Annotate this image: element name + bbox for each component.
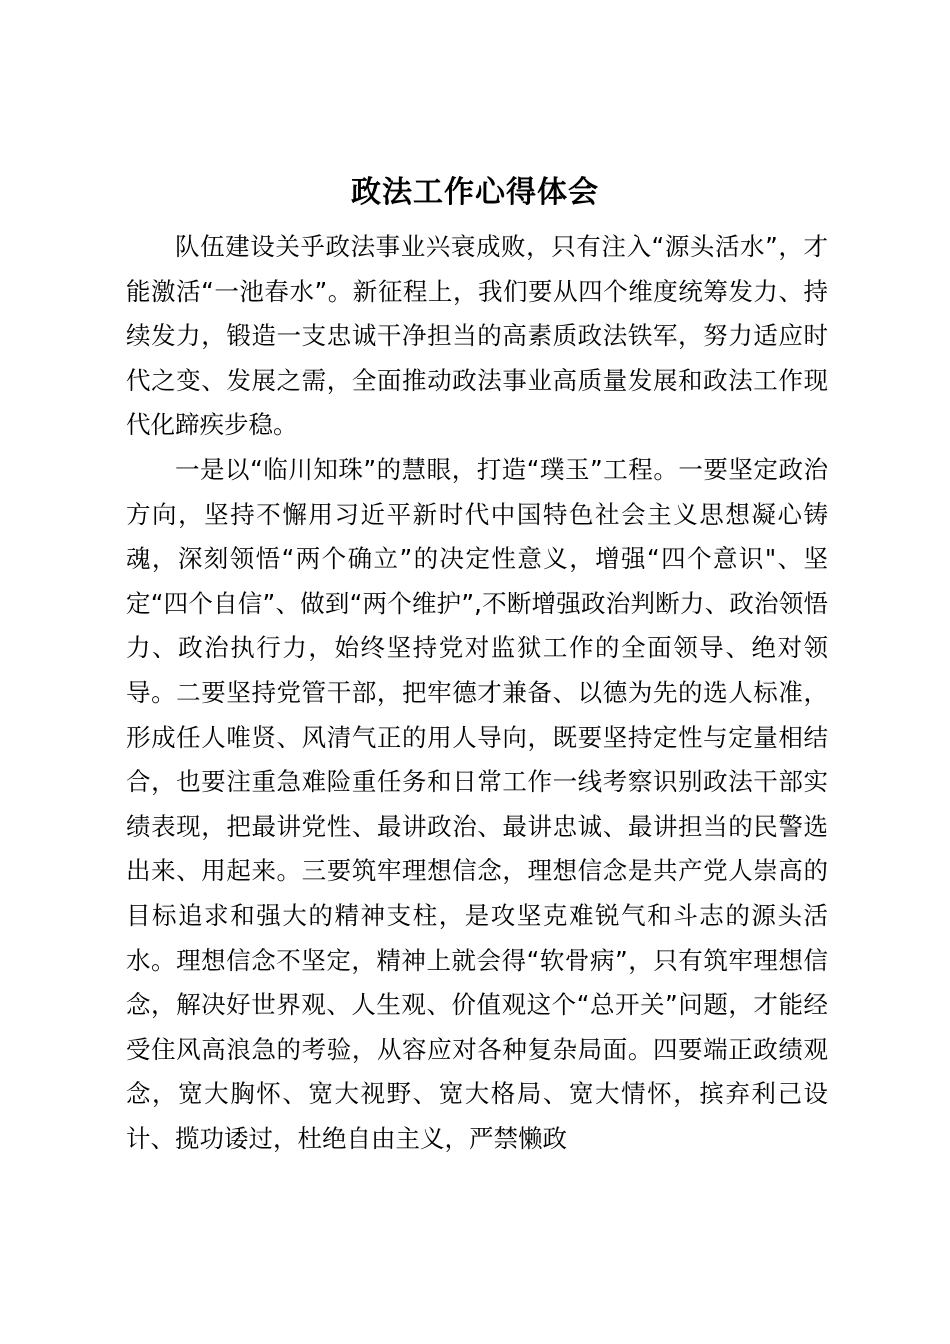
document-body	[126, 225, 828, 1161]
document-title: 政法工作心得体会	[351, 175, 599, 210]
paragraph-first-point: 一是以“临川知珠”的慧眼，打造“璞玉”工程。一要坚定政治方向，坚持不懈用习近平新时代中国特色社会主义思想凝心铸魂，深刻领悟“两个确立”的决定性意义，增强“四个意识"、坚定“四个自信”、做到“两个维护”,不断增强政治判断力、政治领悟力、政治执行力，始终坚持党对监狱工作的全面领导、绝对领导。二要坚持党管干部，把牢德才兼备、以德为先的选人标准，形成任人唯贤、风清气正的用人导向，既要坚持定性与定量相结合，也要注重急难险重任务和日常工作一线考察识别政法干部实绩表现，把最讲党性、最讲政治、最讲忠诚、最讲担当的民警选出来、用起来。三要筑牢理想信念，理想信念是共产党人崇高的目标追求和强大的精神支柱，是攻坚克难锐气和斗志的源头活水。理想信念不坚定，精神上就会得“软骨病”，只有筑牢理想信念，解决好世界观、人生观、价值观这个“总开关”问题，才能经受住风高浪急的考验，从容应对各种复杂局面。四要端正政绩观念，宽大胸怀、宽大视野、宽大格局、宽大情怀，摈弃利己设计、揽功诿过，杜绝自由主义，严禁懒政	[126, 454, 828, 1153]
paragraph-intro: 队伍建设关乎政法事业兴衰成败，只有注入“源头活水”，才能激活“一池春水”。新征程上，我们要从四个维度统筹发力、持续发力，锻造一支忠诚干净担当的高素质政法铁军，努力适应时代之变、发展之需，全面推动政法事业高质量发展和政法工作现代化蹄疾步稳。	[126, 232, 828, 440]
